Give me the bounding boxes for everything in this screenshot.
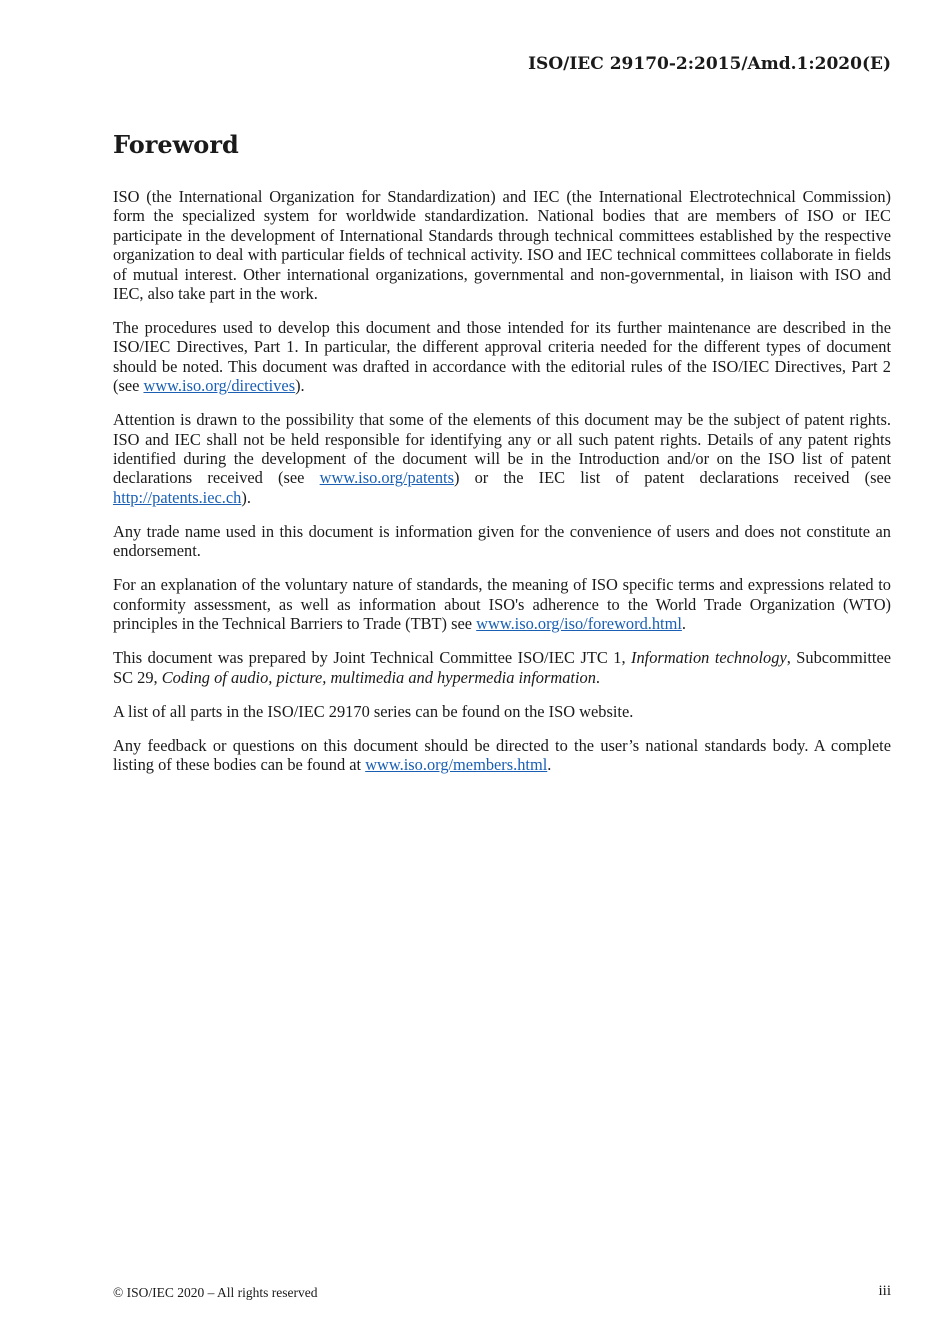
page-title: Foreword xyxy=(113,130,239,159)
subcommittee-name: Coding of audio, picture, multimedia and hypermedia information xyxy=(161,667,596,687)
paragraph-text: . xyxy=(595,667,601,687)
paragraph-procedures xyxy=(113,318,891,396)
paragraph-text: ). xyxy=(241,487,251,507)
paragraph-patent-rights xyxy=(113,410,891,507)
committee-name: Information technology xyxy=(631,648,787,668)
link-directives[interactable]: www.iso.org/directives xyxy=(143,376,296,396)
link-iso-members[interactable]: www.iso.org/members.html xyxy=(365,754,548,774)
paragraph-voluntary-nature xyxy=(113,575,891,633)
page-number: iii xyxy=(878,1283,891,1299)
paragraph-series-list: A list of all parts in the ISO/IEC 29170 series can be found on the ISO website. xyxy=(113,701,634,721)
footer-copyright: © ISO/IEC 2020 – All rights reserved xyxy=(113,1285,318,1300)
paragraph-text: . xyxy=(681,614,687,634)
link-iec-patents[interactable]: http://patents.iec.ch xyxy=(113,487,242,507)
link-iso-foreword[interactable]: www.iso.org/iso/foreword.html xyxy=(476,614,682,634)
document-identifier: ISO/IEC 29170-2:2015/Amd.1:2020(E) xyxy=(528,54,891,74)
paragraph-prepared-by xyxy=(113,648,891,687)
paragraph-iso-iec-intro: ISO (the International Organization for Standardization) and IEC (the International Electrotechnical Commission) form the specialized system for worldwide standardization. National bodies that are members of ISO or IEC participate in the development of International Standards through technical committees established by the respective organization to deal with particular fields of technical activity. ISO and IEC technical committees collaborate in fields of mutual interest. Other international organizations, governmental and non-governmental, in liaison with ISO and IEC, also take part in the work. xyxy=(113,187,891,304)
paragraph-text: , Subcommittee SC 29, xyxy=(113,648,891,687)
paragraph-feedback xyxy=(113,736,891,775)
paragraph-text: This document was prepared by Joint Technical Committee ISO/IEC JTC 1, xyxy=(113,648,632,668)
paragraph-text: Any feedback or questions on this document should be directed to the user’s national standards body. A complete listing of these bodies can be found at xyxy=(113,735,891,774)
link-iso-patents[interactable]: www.iso.org/patents xyxy=(319,468,454,488)
paragraph-text: Attention is drawn to the possibility that some of the elements of this document may be the subject of patent rights. ISO and IEC shall not be held responsible for identifying any or all such patent rights. Details of any patent rights identified during the development of the document will be in the Introduction and/or on the ISO list of patent declarations received (see xyxy=(113,410,891,488)
foreword-body xyxy=(113,187,891,789)
paragraph-text: The procedures used to develop this document and those intended for its further maintenance are described in the ISO/IEC Directives, Part 1. In particular, the different approval criteria needed for the different types of document should be noted. This document was drafted in accordance with the editorial rules of the ISO/IEC Directives, Part 2 (see xyxy=(113,318,891,396)
paragraph-trade-name: Any trade name used in this document is information given for the convenience of users and does not constitute an endorsement. xyxy=(113,521,891,561)
paragraph-text: ) or the IEC list of patent declarations received (see xyxy=(453,468,891,488)
paragraph-text: . xyxy=(547,754,552,774)
paragraph-text: ). xyxy=(295,376,305,396)
paragraph-text: For an explanation of the voluntary nature of standards, the meaning of ISO specific terms and expressions related to conformity assessment, as well as information about ISO's adherence to the World Trade Organization (WTO) principles in the Technical Barriers to Trade (TBT) see xyxy=(113,575,891,634)
